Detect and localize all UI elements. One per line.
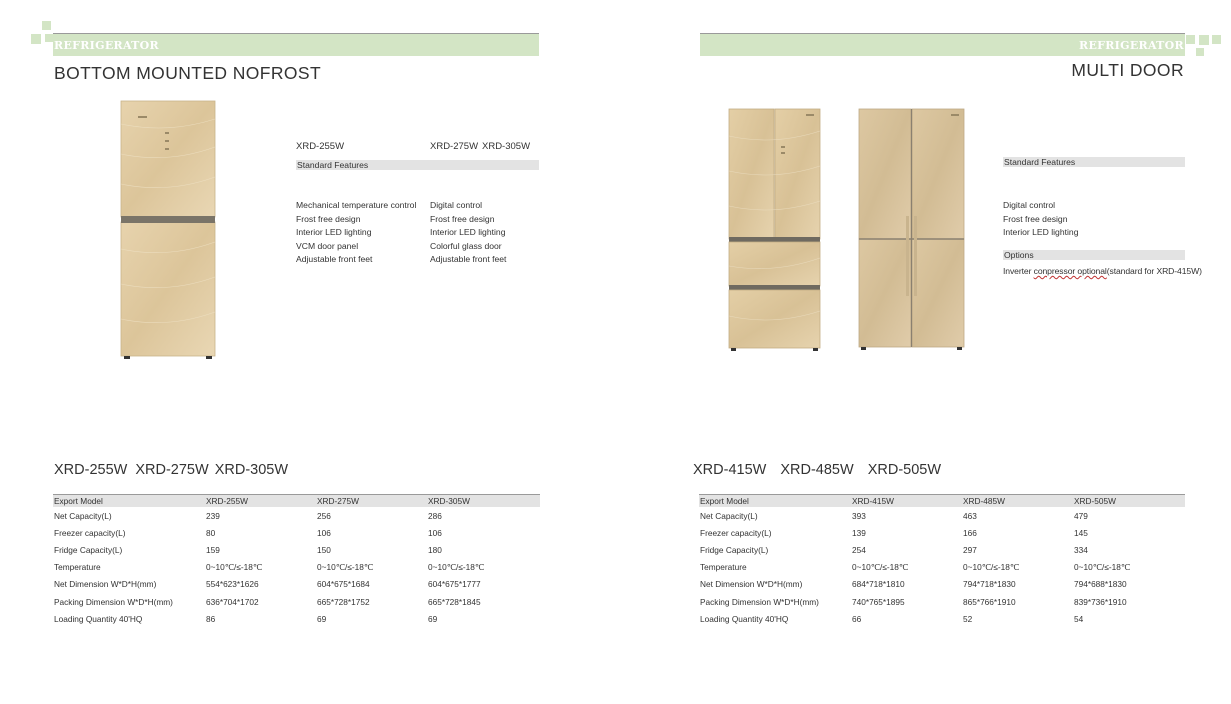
table-cell: 106 <box>317 527 331 538</box>
decor-square <box>42 21 51 30</box>
table-row <box>53 524 540 541</box>
fridge-image <box>726 106 824 354</box>
table-row <box>53 576 540 593</box>
table-cell: 393 <box>852 510 866 521</box>
table-cell: 166 <box>963 527 977 538</box>
table-row <box>699 593 1185 610</box>
feature-item: Interior LED lighting <box>1003 227 1079 238</box>
models-heading <box>693 462 941 478</box>
decor-square <box>31 34 41 44</box>
table-cell: 180 <box>428 544 442 555</box>
feature-item: Frost free design <box>1003 213 1068 224</box>
row-label: Net Dimension W*D*H(mm) <box>700 579 803 590</box>
table-cell: 52 <box>963 613 973 624</box>
table-cell: 665*728*1752 <box>317 596 370 607</box>
table-row <box>699 541 1185 558</box>
table-cell: 239 <box>206 510 220 521</box>
table-row <box>699 524 1185 541</box>
table-cell: 0~10℃/≤-18℃ <box>206 562 263 573</box>
table-row <box>699 507 1185 524</box>
table-cell: 794*688*1830 <box>1074 579 1127 590</box>
table-cell: 150 <box>317 544 331 555</box>
table-row <box>699 559 1185 576</box>
table-cell: 254 <box>852 544 866 555</box>
feature-item: Digital control <box>430 200 483 210</box>
model-heading: XRD-305W <box>214 462 289 478</box>
model-heading: XRD-255W <box>54 462 128 478</box>
column-header: XRD-485W <box>962 495 1073 508</box>
column-header: XRD-255W <box>205 495 316 508</box>
feature-item: Interior LED lighting <box>296 227 372 238</box>
spec-table <box>699 494 1185 627</box>
table-cell: 463 <box>963 510 977 521</box>
table-row <box>699 610 1185 627</box>
table-cell: 865*766*1910 <box>963 596 1016 607</box>
table-row <box>53 507 540 524</box>
table-row <box>699 576 1185 593</box>
column-header: Export Model <box>53 495 205 508</box>
feature-item: Adjustable front feet <box>430 254 507 265</box>
table-cell: 0~10℃/≤-18℃ <box>963 562 1020 573</box>
page-title: MULTI DOOR <box>1071 60 1184 80</box>
table-cell: 54 <box>1074 613 1084 624</box>
feature-item: Interior LED lighting <box>430 227 506 238</box>
fridge-image <box>118 99 218 361</box>
decor-square <box>1199 35 1209 45</box>
spec-table <box>53 494 540 627</box>
column-header: XRD-275W <box>316 495 427 508</box>
table-cell: 0~10℃/≤-18℃ <box>317 562 374 573</box>
decor-square <box>45 34 53 42</box>
category-label: REFRIGERATOR <box>54 39 159 52</box>
option-text: conpressor optional <box>1033 266 1107 276</box>
row-label: Packing Dimension W*D*H(mm) <box>700 596 819 607</box>
category-band <box>53 33 539 56</box>
column-header: XRD-505W <box>1073 495 1185 508</box>
model-heading: XRD-485W <box>780 462 854 478</box>
table-cell: 256 <box>317 510 331 521</box>
row-label: Loading Quantity 40'HQ <box>700 613 789 624</box>
row-label: Net Capacity(L) <box>700 510 758 521</box>
table-row <box>53 593 540 610</box>
model-name: XRD-305W <box>482 141 531 152</box>
row-label: Freezer capacity(L) <box>700 527 772 538</box>
row-label: Loading Quantity 40'HQ <box>54 613 143 624</box>
table-cell: 286 <box>428 510 442 521</box>
table-cell: 554*623*1626 <box>206 579 259 590</box>
model-name: XRD-255W <box>296 141 345 152</box>
option-text: Inverter <box>1003 266 1034 276</box>
feature-item: Adjustable front feet <box>296 254 373 265</box>
category-band <box>700 33 1185 56</box>
features-list <box>296 200 416 268</box>
row-label: Freezer capacity(L) <box>54 527 126 538</box>
decor-square <box>1196 48 1204 56</box>
table-cell: 794*718*1830 <box>963 579 1016 590</box>
table-header-row <box>699 495 1185 508</box>
feature-item: Mechanical temperature control <box>296 200 417 210</box>
table-cell: 139 <box>852 527 866 538</box>
row-label: Packing Dimension W*D*H(mm) <box>54 596 173 607</box>
table-cell: 0~10℃/≤-18℃ <box>1074 562 1131 573</box>
features-list <box>430 200 506 268</box>
table-cell: 66 <box>852 613 862 624</box>
model-name: XRD-275W <box>430 141 479 152</box>
table-cell: 159 <box>206 544 220 555</box>
table-cell: 684*718*1810 <box>852 579 905 590</box>
row-label: Temperature <box>700 562 747 573</box>
standard-features-header: Standard Features <box>1003 157 1185 167</box>
standard-features-header: Standard Features <box>296 160 539 170</box>
table-cell: 86 <box>206 613 216 624</box>
category-label: REFRIGERATOR <box>1079 39 1184 52</box>
options-header: Options <box>1003 250 1185 260</box>
table-row <box>53 559 540 576</box>
table-cell: 69 <box>428 613 438 624</box>
decor-square <box>1186 35 1195 44</box>
model-heading: XRD-415W <box>693 462 767 478</box>
table-cell: 740*765*1895 <box>852 596 905 607</box>
table-row <box>53 610 540 627</box>
table-cell: 297 <box>963 544 977 555</box>
feature-item: VCM door panel <box>296 240 359 251</box>
feature-item: Colorful glass door <box>430 240 502 251</box>
table-cell: 334 <box>1074 544 1088 555</box>
model-heading: XRD-275W <box>135 462 209 478</box>
table-cell: 665*728*1845 <box>428 596 481 607</box>
row-label: Net Capacity(L) <box>54 510 112 521</box>
feature-item: Frost free design <box>430 213 495 224</box>
table-cell: 80 <box>206 527 216 538</box>
table-cell: 636*704*1702 <box>206 596 259 607</box>
table-cell: 839*736*1910 <box>1074 596 1127 607</box>
table-cell: 69 <box>317 613 327 624</box>
row-label: Net Dimension W*D*H(mm) <box>54 579 157 590</box>
table-row <box>53 541 540 558</box>
model-heading: XRD-505W <box>867 462 942 478</box>
table-cell: 604*675*1777 <box>428 579 481 590</box>
option-item <box>1003 266 1202 276</box>
fridge-image <box>856 106 968 354</box>
features-list <box>1003 200 1078 241</box>
table-cell: 106 <box>428 527 442 538</box>
table-cell: 145 <box>1074 527 1088 538</box>
column-header: XRD-305W <box>427 495 540 508</box>
row-label: Temperature <box>54 562 101 573</box>
row-label: Fridge Capacity(L) <box>700 544 769 555</box>
models-heading <box>54 462 288 478</box>
page-title: BOTTOM MOUNTED NOFROST <box>54 63 322 83</box>
decor-square <box>1212 35 1221 44</box>
table-header-row <box>53 495 540 508</box>
table-cell: 0~10℃/≤-18℃ <box>428 562 485 573</box>
table-cell: 604*675*1684 <box>317 579 370 590</box>
feature-item: Digital control <box>1003 200 1056 210</box>
option-text: (standard for XRD-415W) <box>1106 266 1202 276</box>
table-cell: 479 <box>1074 510 1088 521</box>
feature-item: Frost free design <box>296 213 361 224</box>
row-label: Fridge Capacity(L) <box>54 544 123 555</box>
column-header: Export Model <box>699 495 851 508</box>
column-header: XRD-415W <box>851 495 962 508</box>
table-cell: 0~10℃/≤-18℃ <box>852 562 909 573</box>
